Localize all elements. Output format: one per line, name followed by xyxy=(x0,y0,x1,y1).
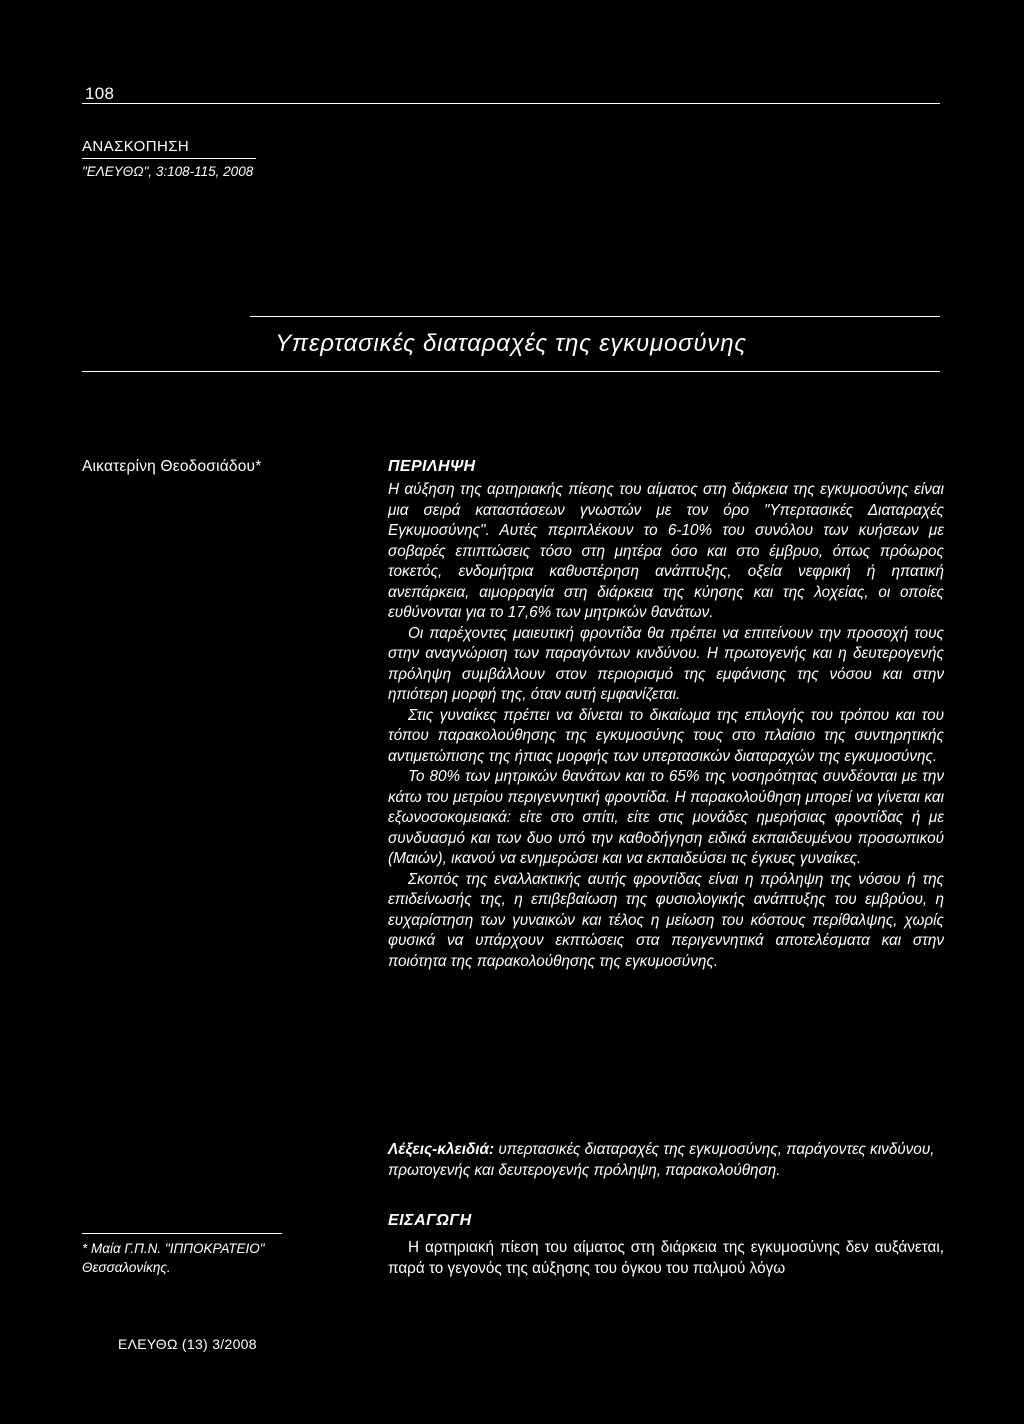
keywords-label: Λέξεις-κλειδιά: xyxy=(388,1141,495,1158)
author-name: Αικατερίνη Θεοδοσιάδου* xyxy=(82,458,262,475)
section-label-underline xyxy=(82,158,256,159)
abstract-paragraph: Σκοπός της εναλλακτικής αυτής φροντίδας είναι η πρόληψη της νόσου ή της επιδείνωσής της, η επιβεβαίωση της φυσιολογικής ανάπτυξης του εμβρύου, η ευχαρίστηση των γυναικών και τέλος η μείωση του κόστους περίθαλψης, χωρίς φυσικά να υπάρχουν εκπτώσεις στα περιγεννητικά αποτελέσματα και στην ποιότητα της παρακολούθησης της εγκυμοσύνης. xyxy=(388,870,944,970)
title-top-rule xyxy=(250,316,940,317)
keywords-text: υπερτασικές διαταραχές της εγκυμοσύνης, παράγοντες κινδύνου, πρωτογενής και δευτερογενής πρόληψη, παρακολούθηση. xyxy=(388,1141,935,1179)
abstract-paragraph: Στις γυναίκες πρέπει να δίνεται το δικαίωμα της επιλογής του τρόπου και του τόπου παρακολούθησης της εγκυμοσύνης τους στο πλαίσιο της συντηρητικής αντιμετώπισης της ήπιας μορφής των υπερτασικών διαταραχών της εγκυμοσύνης. xyxy=(388,706,944,765)
author-footnote: * Μαία Γ.Π.Ν. "ΙΠΠΟΚΡΑΤΕΙΟ" Θεσσαλονίκης. xyxy=(82,1241,265,1275)
journal-footer: ΕΛΕΥΘΩ (13) 3/2008 xyxy=(118,1336,257,1352)
abstract-section xyxy=(388,456,944,972)
page-number: 108 xyxy=(85,84,115,103)
abstract-heading: ΠΕΡΙΛΗΨΗ xyxy=(388,458,476,475)
abstract-paragraph: Το 80% των μητρικών θανάτων και το 65% της νοσηρότητας συνδέονται με την κάτω του μετρίου περιγεννητική φροντίδα. Η παρακολούθηση μπορεί να γίνεται και εξωνοσοκομειακά: είτε στο σπίτι, είτε στις μονάδες ημερήσιας φροντίδας ή με συνδυασμό και των δυο υπό την καθοδήγηση ειδικά εκπαιδευμένου προσωπικού (Μαιών), ικανού να ενημερώσει και να εκπαιδεύσει τις έγκυες γυναίκες. xyxy=(388,768,944,867)
abstract-paragraph: Η αύξηση της αρτηριακής πίεσης του αίματος στη διάρκεια της εγκυμοσύνης είναι μια σειρά καταστάσεων γνωστών με τον όρο "Υπερτασικές Διαταραχές Εγκυμοσύνης". Αυτές περιπλέκουν το 6-10% του συνόλου των κυήσεων με σοβαρές επιπτώσεις τόσο στη μητέρα όσο και στο έμβρυο, όπως πρόωρος τοκετός, ενδομήτρια καθυστέρηση ανάπτυξης, οξεία νεφρική ή ηπατική ανεπάρκεια, αιμορραγία στη διάρκεια της κύησης και της λοχείας, οι οποίες ευθύνονται για το 17,6% των μητρικών θανάτων. xyxy=(388,481,944,621)
introduction-text: Η αρτηριακή πίεση του αίματος στη διάρκεια της εγκυμοσύνης δεν αυξάνεται, παρά το γεγονός της αύξησης του όγκου του παλμού λόγω xyxy=(388,1239,944,1277)
abstract-paragraph: Οι παρέχοντες μαιευτική φροντίδα θα πρέπει να επιτείνουν την προσοχή τους στην αναγνώριση των παραγόντων κινδύνου. Η πρωτογενής και η δευτερογενής πρόληψη συμβάλλουν στον περιορισμό της εμφάνισης της νόσου και στην ηπιότερη μορφή της, όταν αυτή εμφανίζεται. xyxy=(388,624,944,703)
article-title: Υπερτασικές διαταραχές της εγκυμοσύνης xyxy=(275,330,747,357)
introduction-heading: ΕΙΣΑΓΩΓΗ xyxy=(388,1212,472,1229)
footnote-rule xyxy=(82,1233,282,1234)
header-rule xyxy=(82,103,940,104)
section-label: ΑΝΑΣΚΟΠΗΣΗ xyxy=(82,138,190,155)
keywords xyxy=(388,1140,944,1181)
journal-citation: "ΕΛΕΥΘΩ", 3:108-115, 2008 xyxy=(82,164,254,179)
title-bottom-rule xyxy=(82,371,940,372)
